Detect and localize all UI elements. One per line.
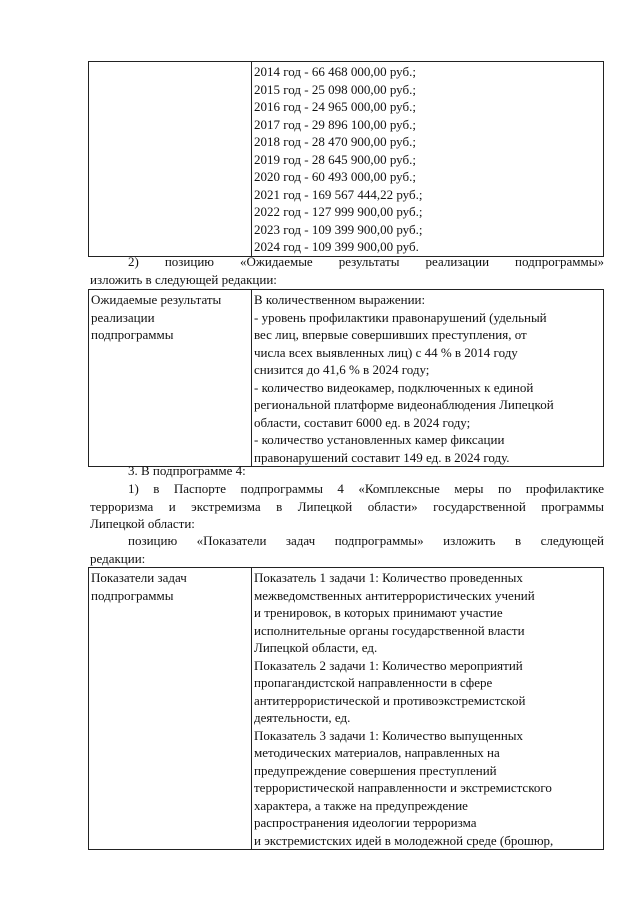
paragraph-line: Липецкой области:: [90, 516, 195, 531]
cell-line: - уровень профилактики правонарушений (удельный: [254, 309, 547, 325]
cell-line: реализации: [91, 309, 155, 325]
cell-line: В количественном выражении:: [254, 292, 426, 307]
cell-line: предупреждение совершения преступлений: [254, 762, 497, 778]
funding-values-cell: [252, 62, 604, 257]
table-cell-empty: [89, 62, 252, 257]
cell-line: подпрограммы: [91, 327, 174, 342]
funding-line-2014: 2014 год - 66 468 000,00 руб.;: [254, 64, 416, 79]
funding-line-2024: 2024 год - 109 399 900,00 руб.: [254, 239, 419, 254]
cell-line: - количество установленных камер фиксации: [254, 432, 505, 447]
cell-line: Ожидаемые результаты: [91, 292, 222, 307]
paragraph-indicators-position: [90, 532, 604, 567]
funding-line-2019: 2019 год - 28 645 900,00 руб.;: [254, 151, 416, 167]
indicators-label-cell: [89, 568, 252, 850]
cell-line: антитеррористической и противоэкстремистской: [254, 692, 526, 708]
paragraph-line: 2) позицию «Ожидаемые результаты реализации подпрограммы»: [128, 254, 604, 269]
cell-line: распространения идеологии терроризма: [254, 815, 477, 830]
paragraph-subprogram-4: [90, 462, 604, 480]
indicators-content-cell: [252, 568, 604, 850]
paragraph-line: терроризма и экстремизма в Липецкой области» государственной программы: [90, 498, 604, 514]
cell-line: снизится до 41,6 % в 2024 году;: [254, 362, 430, 377]
paragraph-line: 1) в Паспорте подпрограммы 4 «Комплексные меры по профилактике: [128, 481, 604, 496]
results-content-cell: [252, 290, 604, 467]
cell-line: Липецкой области, ед.: [254, 640, 378, 655]
cell-line: пропагандистской направленности в сфере: [254, 675, 493, 690]
paragraph-line: позицию «Показатели задач подпрограммы» изложить в следующей: [128, 533, 604, 548]
funding-line-2023: 2023 год - 109 399 900,00 руб.;: [254, 221, 423, 237]
table-row: [89, 62, 604, 257]
results-table: [88, 289, 604, 467]
cell-line: межведомственных антитеррористических учений: [254, 587, 535, 603]
cell-line: террористической направленности и экстремистского: [254, 780, 552, 795]
paragraph-line: изложить в следующей редакции:: [90, 271, 277, 287]
funding-table: [88, 61, 604, 257]
funding-line-2016: 2016 год - 24 965 000,00 руб.;: [254, 99, 416, 114]
cell-line: и экстремистских идей в молодежной среде (брошюр,: [254, 832, 554, 848]
cell-line: Показатели задач: [91, 570, 187, 585]
cell-line: правонарушений составит 149 ед. в 2024 году.: [254, 449, 510, 465]
cell-line: региональной платформе видеонаблюдения Липецкой: [254, 397, 554, 412]
cell-line: Показатель 1 задачи 1: Количество проведенных: [254, 570, 523, 585]
table-row: [89, 568, 604, 850]
cell-line: подпрограммы: [91, 587, 174, 603]
cell-line: деятельности, ед.: [254, 710, 351, 725]
funding-line-2020: 2020 год - 60 493 000,00 руб.;: [254, 169, 416, 184]
funding-line-2022: 2022 год - 127 999 900,00 руб.;: [254, 204, 423, 219]
paragraph-line: редакции:: [90, 550, 146, 566]
cell-line: характера, а также на предупреждение: [254, 797, 468, 813]
cell-line: числа всех выявленных лиц) с 44 % в 2014 году: [254, 344, 518, 360]
cell-line: исполнительные органы государственной власти: [254, 622, 525, 638]
funding-line-2018: 2018 год - 28 470 900,00 руб.;: [254, 134, 416, 149]
results-label-cell: [89, 290, 252, 467]
table-row: [89, 290, 604, 467]
funding-line-2017: 2017 год - 29 896 100,00 руб.;: [254, 116, 416, 132]
funding-line-2015: 2015 год - 25 098 000,00 руб.;: [254, 81, 416, 97]
paragraph-line: 3. В подпрограмме 4:: [128, 463, 246, 478]
paragraph-passport: [90, 480, 604, 533]
cell-line: области, составит 6000 ед. в 2024 году;: [254, 414, 471, 430]
cell-line: методических материалов, направленных на: [254, 745, 500, 760]
indicators-table: [88, 567, 604, 850]
cell-line: и тренировок, в которых принимают участие: [254, 605, 503, 620]
cell-line: Показатель 2 задачи 1: Количество мероприятий: [254, 657, 523, 673]
cell-line: вес лиц, впервые совершивших преступления, от: [254, 327, 527, 342]
paragraph-results-position: [90, 253, 604, 288]
cell-line: - количество видеокамер, подключенных к единой: [254, 379, 534, 395]
cell-line: Показатель 3 задачи 1: Количество выпущенных: [254, 727, 524, 743]
funding-line-2021: 2021 год - 169 567 444,22 руб.;: [254, 186, 423, 202]
